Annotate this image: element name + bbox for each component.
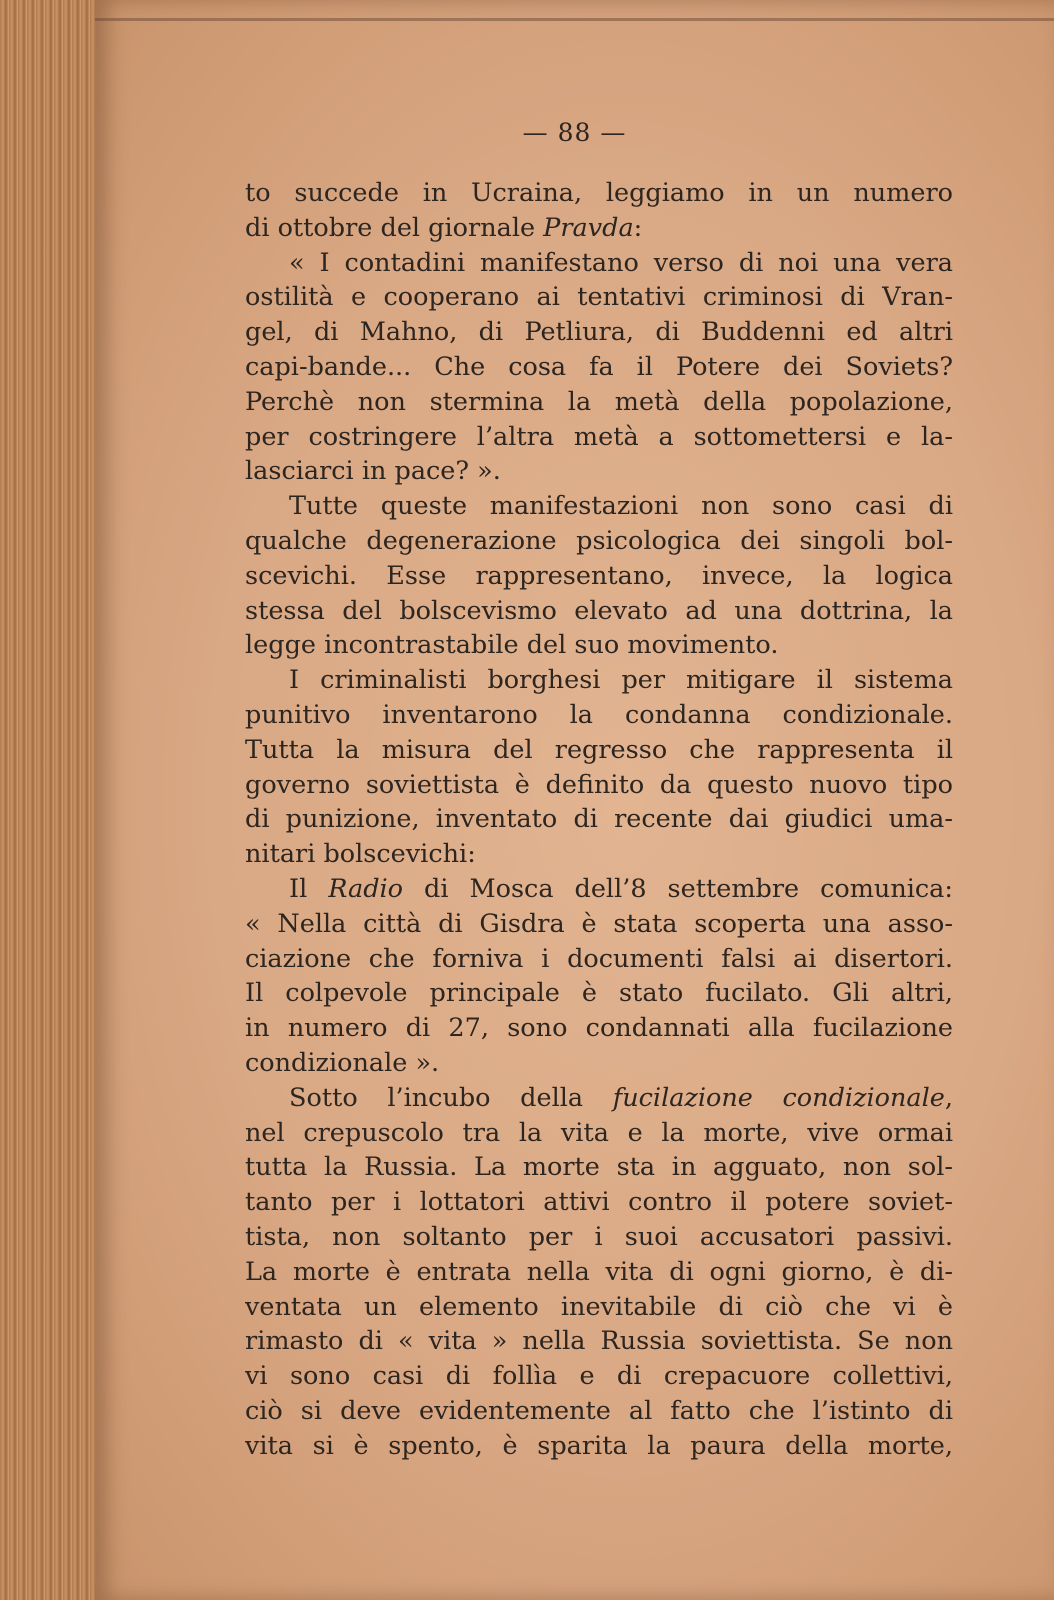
text-run: stessa del bolscevismo elevato ad una dottrina, la [245, 595, 953, 626]
italic-text: Pravda [543, 212, 634, 243]
paragraph [245, 246, 953, 490]
text-run: di punizione, inventato di recente dai giudici uma- [245, 804, 953, 835]
paragraph [245, 872, 953, 907]
paragraph [245, 489, 953, 663]
text-run: qualche degenerazione psicologica dei singoli bol- [245, 525, 953, 556]
page-number: — 88 — [522, 118, 627, 147]
text-line [245, 211, 953, 246]
text-line [245, 1150, 953, 1185]
italic-text: Radio [328, 873, 404, 904]
text-line [245, 1220, 953, 1255]
text-run: ventata un elemento inevitabile di ciò che vi è [245, 1291, 953, 1322]
text-line [245, 1324, 953, 1359]
text-run: to succede in Ucraina, leggiamo in un numero [245, 178, 953, 208]
text-run: I criminalisti borghesi per mitigare il sistema [289, 665, 953, 696]
text-line [245, 1359, 953, 1394]
text-line [245, 594, 953, 629]
text-run: lasciarci in pace? ». [245, 456, 501, 487]
text-line [245, 524, 953, 559]
book-page [95, 0, 1054, 1600]
text-run: « Nella città di Gisdra è stata scoperta una asso- [245, 908, 953, 939]
text-line [245, 246, 953, 281]
text-run: scevichi. Esse rappresentano, invece, la logica [245, 560, 953, 591]
text-run: tutta la Russia. La morte sta in agguato, non sol- [245, 1152, 953, 1183]
text-line [245, 1255, 953, 1290]
body-text [245, 176, 953, 1463]
text-run: legge incontrastabile del suo movimento. [245, 630, 779, 661]
top-edge-shadow [95, 18, 1054, 21]
text-run: La morte è entrata nella vita di ogni giorno, è di- [245, 1256, 953, 1287]
text-line [245, 628, 953, 663]
text-line [245, 350, 953, 385]
text-line [245, 280, 953, 315]
text-line [245, 1011, 953, 1046]
text-run: capi-bande... Che cosa fa il Potere dei Soviets? [245, 351, 953, 382]
text-run: tista, non soltanto per i suoi accusatori passivi. [245, 1221, 953, 1252]
text-run: Tutte queste manifestazioni non sono casi di [289, 491, 953, 522]
text-run: governo soviettista è definito da questo nuovo tipo [245, 769, 953, 800]
text-run: per costringere l’altra metà a sottomettersi e la- [245, 421, 953, 452]
text-line [245, 1046, 953, 1081]
text-line [245, 976, 953, 1011]
text-run: rimasto di « vita » nella Russia soviettista. Se non [245, 1326, 953, 1357]
text-line [245, 1290, 953, 1325]
text-run: Perchè non stermina la metà della popolazione, [245, 386, 953, 417]
text-line [245, 942, 953, 977]
text-line [245, 1394, 953, 1429]
text-run: nel crepuscolo tra la vita e la morte, vive ormai [245, 1117, 953, 1148]
text-line [245, 663, 953, 698]
text-line [245, 1185, 953, 1220]
text-line [245, 1429, 953, 1464]
text-line [245, 802, 953, 837]
text-run: condizionale ». [245, 1047, 440, 1078]
text-line [245, 733, 953, 768]
italic-text: fucilazione condizionale [612, 1082, 945, 1113]
text-line [245, 489, 953, 524]
text-run: vita si è spento, è sparita la paura della morte, [245, 1430, 953, 1461]
text-line [245, 315, 953, 350]
text-run: , [944, 1082, 953, 1113]
text-run: nitari bolscevichi: [245, 839, 476, 870]
text-run: in numero di 27, sono condannati alla fucilazione [245, 1013, 953, 1044]
text-run: di ottobre del giornale [245, 212, 544, 243]
text-line [245, 872, 953, 907]
text-line [245, 454, 953, 489]
text-line [245, 768, 953, 803]
text-line [245, 559, 953, 594]
text-run: tanto per i lottatori attivi contro il potere soviet- [245, 1187, 953, 1218]
text-line [245, 176, 953, 211]
text-run: Sotto l’incubo della [289, 1082, 613, 1113]
paragraph [245, 176, 953, 246]
text-line [245, 907, 953, 942]
text-run: gel, di Mahno, di Petliura, di Buddenni ed altri [245, 317, 953, 348]
paragraph [245, 1081, 953, 1464]
paragraph [245, 907, 953, 1081]
text-line [245, 837, 953, 872]
text-run: ciazione che forniva i documenti falsi ai disertori. [245, 943, 953, 974]
text-run: Tutta la misura del regresso che rappresenta il [245, 734, 953, 765]
text-run: : [633, 212, 643, 243]
text-line [245, 420, 953, 455]
text-run: Il [289, 873, 329, 904]
text-run: Il colpevole principale è stato fucilato. Gli altri, [245, 978, 953, 1009]
paragraph [245, 663, 953, 872]
text-line [245, 698, 953, 733]
text-line [245, 1081, 953, 1116]
text-line [245, 385, 953, 420]
text-run: vi sono casi di follìa e di crepacuore collettivi, [245, 1361, 953, 1392]
text-run: ciò si deve evidentemente al fatto che l’istinto di [245, 1395, 953, 1426]
book-page-edges [0, 0, 110, 1600]
text-run: punitivo inventarono la condanna condizionale. [245, 699, 953, 730]
text-run: ostilità e cooperano ai tentativi criminosi di Vran- [245, 282, 953, 313]
text-line [245, 1116, 953, 1151]
text-run: « I contadini manifestano verso di noi una vera [289, 247, 953, 278]
text-run: di Mosca dell’8 settembre comunica: [403, 873, 953, 904]
